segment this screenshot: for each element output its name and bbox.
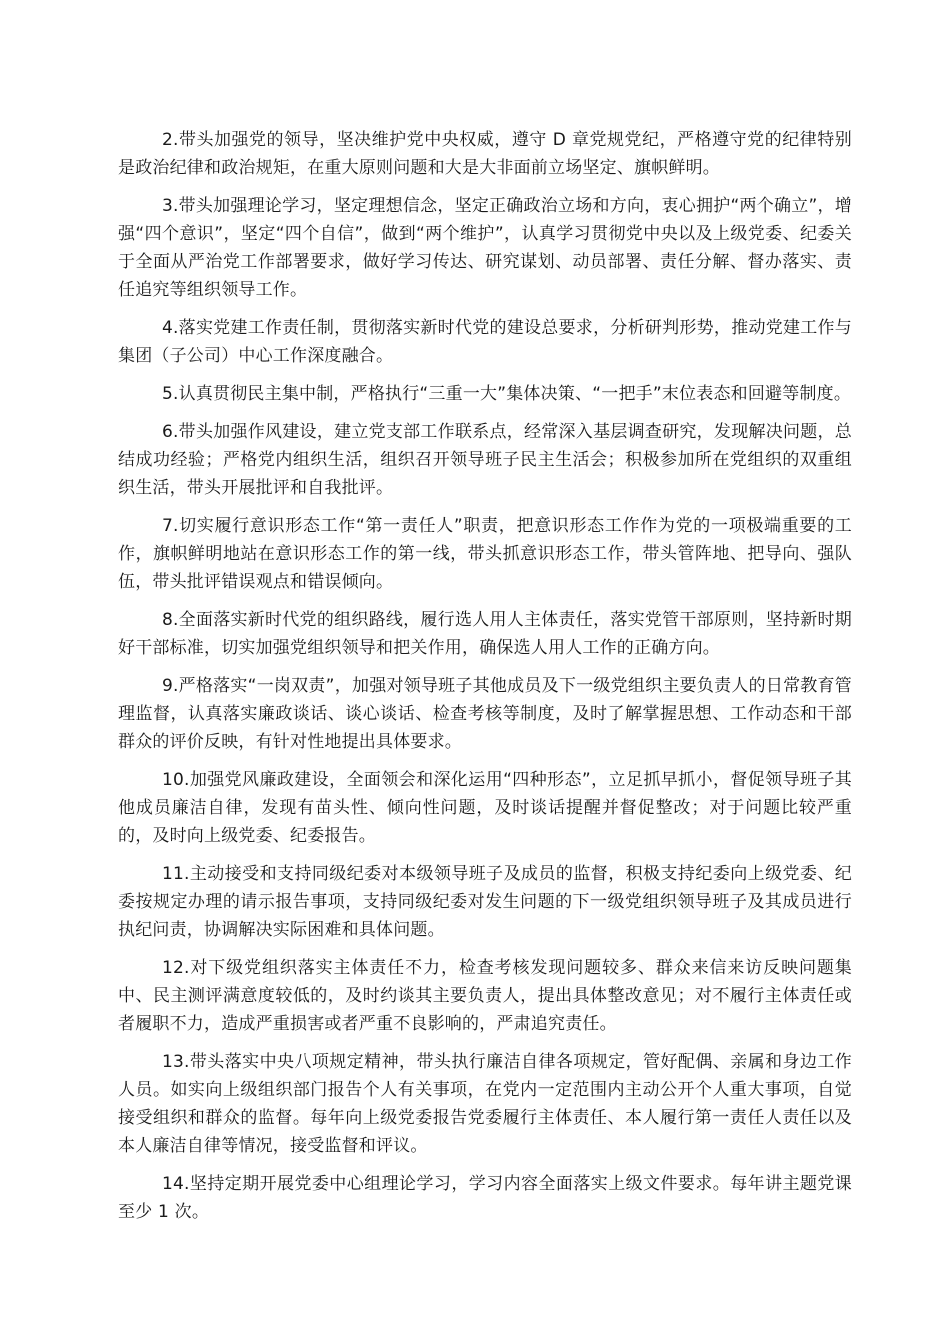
paragraph-5: 5.认真贯彻民主集中制，严格执行“三重一大”集体决策、“一把手”末位表态和回避等制度。 <box>162 384 852 404</box>
paragraph-9: 9.严格落实“一岗双责”，加强对领导班子其他成员及下一级党组织主要负责人的日常教育管理监督，认真落实廉政谈话、谈心谈话、检查考核等制度，及时了解掌握思想、工作动态和干部群众的评价反映，有针对性地提出具体要求。 <box>118 676 852 752</box>
document-body <box>118 126 852 1236</box>
paragraph-8: 8.全面落实新时代党的组织路线，履行选人用人主体责任，落实党管干部原则，坚持新时期好干部标准，切实加强党组织领导和把关作用，确保选人用人工作的正确方向。 <box>118 610 852 658</box>
paragraph-2: 2.带头加强党的领导，坚决维护党中央权威，遵守 D 章党规党纪，严格遵守党的纪律特别是政治纪律和政治规矩，在重大原则问题和大是大非面前立场坚定、旗帜鲜明。 <box>118 130 852 178</box>
paragraph-14: 14.坚持定期开展党委中心组理论学习，学习内容全面落实上级文件要求。每年讲主题党课至少 1 次。 <box>118 1174 852 1222</box>
paragraph-6: 6.带头加强作风建设，建立党支部工作联系点，经常深入基层调查研究，发现解决问题，总结成功经验；严格党内组织生活，组织召开领导班子民主生活会；积极参加所在党组织的双重组织生活，带头开展批评和自我批评。 <box>118 422 852 498</box>
paragraph-12: 12.对下级党组织落实主体责任不力，检查考核发现问题较多、群众来信来访反映问题集中、民主测评满意度较低的，及时约谈其主要负责人，提出具体整改意见；对不履行主体责任或者履职不力，造成严重损害或者严重不良影响的，严肃追究责任。 <box>118 958 852 1034</box>
paragraph-13: 13.带头落实中央八项规定精神，带头执行廉洁自律各项规定，管好配偶、亲属和身边工作人员。如实向上级组织部门报告个人有关事项，在党内一定范围内主动公开个人重大事项，自觉接受组织和群众的监督。每年向上级党委报告党委履行主体责任、本人履行第一责任人责任以及本人廉洁自律等情况，接受监督和评议。 <box>118 1052 852 1156</box>
paragraph-11: 11.主动接受和支持同级纪委对本级领导班子及成员的监督，积极支持纪委向上级党委、纪委按规定办理的请示报告事项，支持同级纪委对发生问题的下一级党组织领导班子及其成员进行执纪问责，协调解决实际困难和具体问题。 <box>118 864 852 940</box>
paragraph-10: 10.加强党风廉政建设，全面领会和深化运用“四种形态”，立足抓早抓小，督促领导班子其他成员廉洁自律，发现有苗头性、倾向性问题，及时谈话提醒并督促整改；对于问题比较严重的，及时向上级党委、纪委报告。 <box>118 770 852 846</box>
paragraph-7: 7.切实履行意识形态工作“第一责任人”职责，把意识形态工作作为党的一项极端重要的工作，旗帜鲜明地站在意识形态工作的第一线，带头抓意识形态工作，带头管阵地、把导向、强队伍，带头批评错误观点和错误倾向。 <box>118 516 852 592</box>
paragraph-4: 4.落实党建工作责任制，贯彻落实新时代党的建设总要求，分析研判形势，推动党建工作与集团（子公司）中心工作深度融合。 <box>118 318 852 366</box>
paragraph-3: 3.带头加强理论学习，坚定理想信念，坚定正确政治立场和方向，衷心拥护“两个确立”，增强“四个意识”，坚定“四个自信”，做到“两个维护”，认真学习贯彻党中央以及上级党委、纪委关于全面从严治党工作部署要求，做好学习传达、研究谋划、动员部署、责任分解、督办落实、责任追究等组织领导工作。 <box>118 196 852 300</box>
